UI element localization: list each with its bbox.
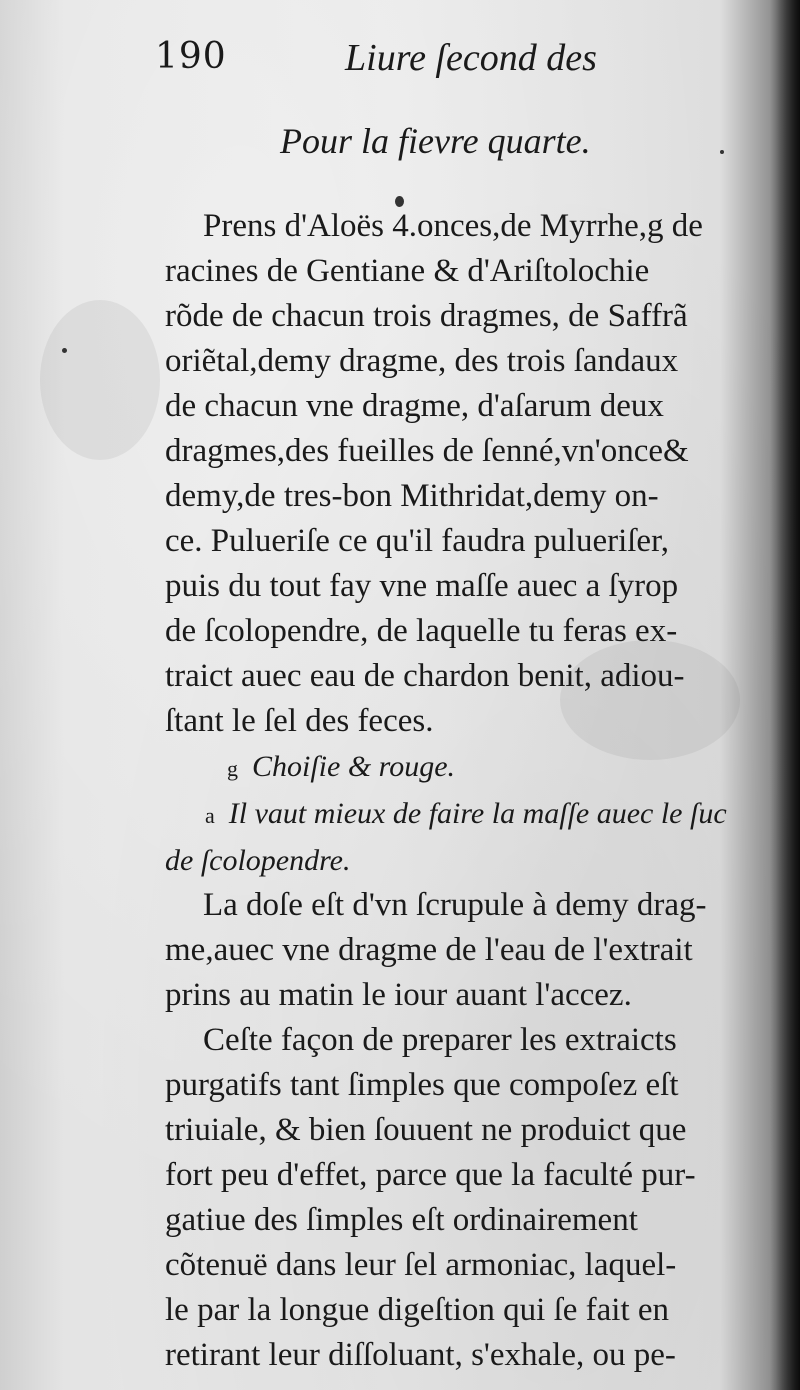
text-line: fort peu d'effet, parce que la faculté pur- — [165, 1157, 696, 1193]
text-line: retirant leur diſſoluant, s'exhale, ou pe- — [165, 1337, 676, 1373]
text-line: demy,de tres-bon Mithridat,demy on- — [165, 478, 659, 514]
dose-paragraph — [165, 883, 765, 1018]
page-edge-shadow — [770, 0, 800, 1390]
note-text: de ſcolopendre. — [165, 844, 351, 877]
recipe-paragraph — [165, 204, 765, 744]
note-line — [165, 838, 765, 883]
body-text — [165, 204, 765, 1378]
commentary-paragraph — [165, 1018, 765, 1378]
text-line: traict auec eau de chardon benit, adiou- — [165, 658, 685, 694]
text-line: ce. Pulueriſe ce qu'il faudra pulueriſer, — [165, 523, 669, 559]
text-line: triuiale, & bien ſouuent ne produict que — [165, 1112, 687, 1148]
text-line: rõde de chacun trois dragmes, de Saffrã — [165, 298, 688, 334]
note-line — [165, 744, 765, 791]
text-line: ſtant le ſel des feces. — [165, 703, 434, 739]
text-line: puis du tout fay vne maſſe auec a ſyrop — [165, 568, 679, 604]
section-heading: Pour la fievre quarte. — [280, 121, 591, 161]
text-line: de ſcolopendre, de laquelle tu feras ex- — [165, 613, 678, 649]
note-mark: a — [205, 803, 215, 828]
text-line: La doſe eſt d'vn ſcrupule à demy drag- — [203, 887, 707, 923]
running-title: Liure ſecond des — [345, 37, 597, 79]
text-line: me,auec vne dragme de l'eau de l'extrait — [165, 932, 693, 968]
text-line: prins au matin le iour auant l'accez. — [165, 977, 632, 1013]
text-line: oriẽtal,demy dragme, des trois ſandaux — [165, 343, 679, 379]
text-line: gatiue des ſimples eſt ordinairement — [165, 1202, 638, 1238]
text-line: Prens d'Aloës 4.onces,de Myrrhe,g de — [203, 208, 703, 244]
page-number: 190 — [155, 36, 227, 77]
text-line: dragmes,des fueilles de ſenné,vn'once& — [165, 433, 689, 469]
text-line: Ceſte façon de preparer les extraicts — [203, 1022, 677, 1058]
ink-speck — [62, 348, 67, 353]
marginal-notes — [165, 744, 765, 883]
note-line — [165, 791, 765, 838]
running-head — [155, 36, 615, 86]
note-text: Il vaut mieux de faire la maſſe auec le ſuc — [228, 797, 727, 830]
text-line: le par la longue digeſtion qui ſe fait en — [165, 1292, 670, 1328]
text-line: purgatifs tant ſimples que compoſez eſt — [165, 1067, 679, 1103]
text-line: de chacun vne dragme, d'aſarum deux — [165, 388, 664, 424]
text-line: cõtenuë dans leur ſel armoniac, laquel- — [165, 1247, 677, 1283]
ink-speck — [720, 150, 724, 154]
note-text: Choiſie & rouge. — [252, 750, 456, 783]
paper-stain — [40, 300, 160, 460]
text-line: racines de Gentiane & d'Ariſtolochie — [165, 253, 650, 289]
note-mark: g — [227, 756, 238, 781]
